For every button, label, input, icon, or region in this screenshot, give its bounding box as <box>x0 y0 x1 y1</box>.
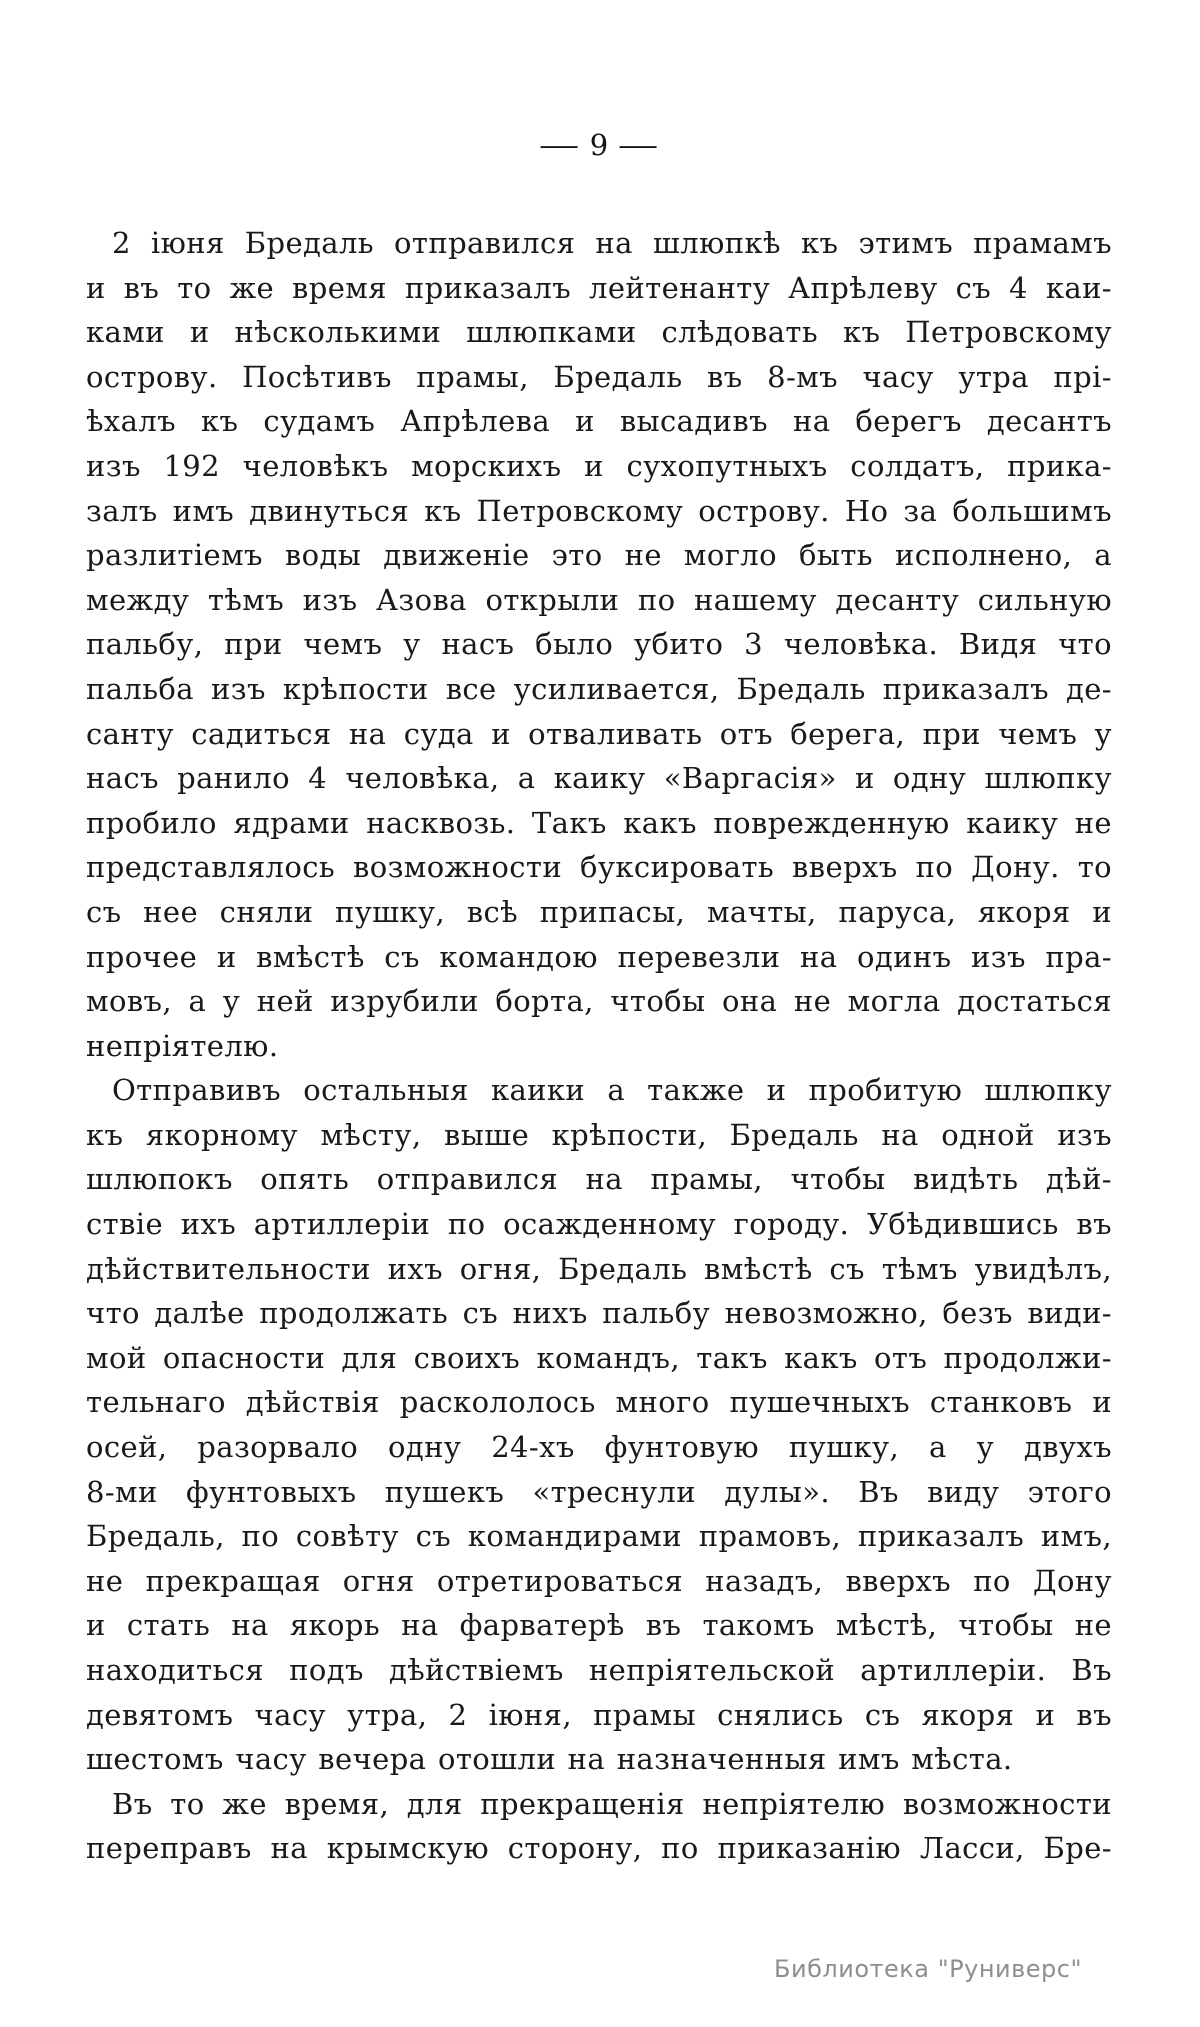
paragraph <box>86 1782 1112 1871</box>
paragraph <box>86 1068 1112 1782</box>
text-line: Отправивъ остальныя каики а также и пробитую шлюпку <box>112 1073 1112 1108</box>
text-line: залъ имъ двинуться къ Петровскому острову. Но за большимъ <box>86 493 1112 528</box>
text-line: мой опасности для своихъ командъ, такъ какъ отъ продолжи- <box>86 1340 1112 1375</box>
text-line: непріятелю. <box>86 1028 279 1063</box>
text-line: переправъ на крымскую сторону, по приказанію Ласси, Бре- <box>86 1831 1112 1866</box>
text-line: изъ 192 человѣкъ морскихъ и сухопутныхъ солдатъ, прика- <box>86 448 1112 483</box>
text-line: дѣйствительности ихъ огня, Бредаль вмѣстѣ съ тѣмъ увидѣлъ, <box>86 1251 1112 1286</box>
text-line: санту садиться на суда и отваливать отъ берега, при чемъ у <box>86 716 1112 751</box>
text-line: и стать на якорь на фарватерѣ въ такомъ мѣстѣ, чтобы не <box>86 1608 1112 1643</box>
text-line: Бредаль, по совѣту съ командирами прамовъ, приказалъ имъ, <box>86 1519 1112 1554</box>
header-right-dash: — <box>618 128 662 162</box>
text-line: представлялось возможности буксировать вверхъ по Дону. то <box>86 850 1112 885</box>
library-watermark: Библиотека "Руниверс" <box>774 1955 1082 1983</box>
page-header <box>0 128 1200 162</box>
text-line: осей, разорвало одну 24-хъ фунтовую пушку, а у двухъ <box>86 1430 1112 1465</box>
text-line: 2 іюня Бредаль отправился на шлюпкѣ къ этимъ прамамъ <box>112 226 1112 260</box>
text-line: и въ то же время приказалъ лейтенанту Апрѣлеву съ 4 каи- <box>86 270 1112 305</box>
text-line: ствіе ихъ артиллеріи по осажденному городу. Убѣдившись въ <box>86 1207 1112 1242</box>
text-line: прочее и вмѣстѣ съ командою перевезли на одинъ изъ пра- <box>86 939 1112 974</box>
text-line: между тѣмъ изъ Азова открыли по нашему десанту сильную <box>86 582 1112 617</box>
text-line: не прекращая огня отретироваться назадъ, вверхъ по Дону <box>86 1563 1112 1598</box>
text-line: разлитіемъ воды движеніе это не могло быть исполнено, а <box>86 538 1112 573</box>
text-line: что далѣе продолжать съ нихъ пальбу невозможно, безъ види- <box>86 1296 1112 1331</box>
paragraph <box>86 221 1112 1068</box>
text-line: 8-ми фунтовыхъ пушекъ «треснули дулы». Въ виду этого <box>86 1474 1112 1509</box>
text-line: пальбу, при чемъ у насъ было убито 3 человѣка. Видя что <box>86 627 1112 662</box>
text-line: девятомъ часу утра, 2 іюня, прамы снялись съ якоря и въ <box>86 1697 1112 1732</box>
text-line: мовъ, а у ней изрубили борта, чтобы она не могла достаться <box>86 984 1112 1019</box>
text-line: насъ ранило 4 человѣка, а каику «Варгасія» и одну шлюпку <box>86 761 1112 796</box>
header-left-dash: — <box>538 128 582 162</box>
text-line: Въ то же время, для прекращенія непріятелю возможности <box>112 1786 1112 1821</box>
text-line: острову. Посѣтивъ прамы, Бредаль въ 8-мъ часу утра прі- <box>86 359 1112 394</box>
text-line: тельнаго дѣйствія раскололось много пушечныхъ станковъ и <box>86 1385 1112 1420</box>
text-line: ками и нѣсколькими шлюпками слѣдовать къ Петровскому <box>86 315 1112 350</box>
text-line: къ якорному мѣсту, выше крѣпости, Бредаль на одной изъ <box>86 1117 1112 1152</box>
text-line: находиться подъ дѣйствіемъ непріятельской артиллеріи. Въ <box>86 1653 1112 1687</box>
text-line: съ нее сняли пушку, всѣ припасы, мачты, паруса, якоря и <box>86 894 1112 929</box>
page-number: 9 <box>589 128 611 162</box>
text-block <box>86 221 1112 1871</box>
text-line: ѣхалъ къ судамъ Апрѣлева и высадивъ на берегъ десантъ <box>86 404 1112 439</box>
text-line: пальба изъ крѣпости все усиливается, Бредаль приказалъ де- <box>86 671 1112 706</box>
text-line: пробило ядрами насквозь. Такъ какъ поврежденную каику не <box>86 805 1112 840</box>
text-line: шестомъ часу вечера отошли на назначенныя имъ мѣста. <box>86 1742 1013 1777</box>
text-line: шлюпокъ опять отправился на прамы, чтобы видѣть дѣй- <box>86 1162 1112 1197</box>
